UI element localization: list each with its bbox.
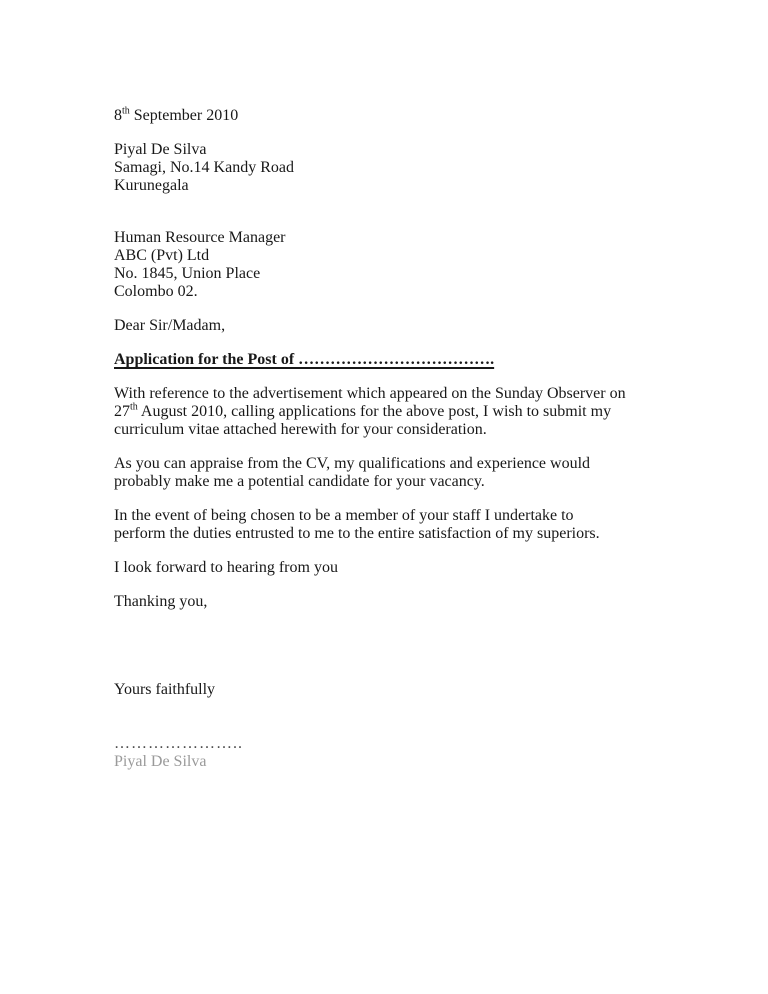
valediction-line: Yours faithfully — [114, 681, 216, 698]
body-paragraph-3: In the event of being chosen to be a member of your staff I undertake to perform the duties entrusted to me to the entire satisfaction of my superiors. — [114, 507, 600, 542]
recipient-title: Human Resource Manager — [114, 229, 286, 246]
sender-address-line2: Kurunegala — [114, 177, 189, 194]
body-paragraph-2: As you can appraise from the CV, my qualifications and experience would probably make me a potential candidate for your vacancy. — [114, 455, 591, 490]
recipient-company: ABC (Pvt) Ltd — [114, 247, 210, 264]
sender-address-line1: Samagi, No.14 Kandy Road — [114, 159, 294, 176]
date-day: 8 — [114, 107, 122, 124]
paragraph1-ordinal: th — [130, 401, 138, 413]
sender-address-block — [114, 141, 628, 195]
salutation: Dear Sir/Madam, — [114, 317, 226, 334]
signature-dotted-line: ………………….. — [114, 735, 243, 752]
signature-name: Piyal De Silva — [114, 753, 207, 770]
subject-text: Application for the Post of ………………………………. — [114, 351, 495, 368]
look-forward-line: I look forward to hearing from you — [114, 559, 338, 576]
recipient-address-line1: No. 1845, Union Place — [114, 265, 261, 282]
date-rest: September 2010 — [129, 107, 239, 124]
subject-line — [114, 351, 628, 369]
date-ordinal: th — [122, 105, 130, 117]
thanking-line: Thanking you, — [114, 593, 208, 610]
recipient-address-block — [114, 229, 628, 301]
recipient-address-line2: Colombo 02. — [114, 283, 198, 300]
sender-name: Piyal De Silva — [114, 141, 207, 158]
paragraph1-before: With reference to the advertisement which appeared on the Sunday Observer on 27 — [114, 385, 626, 420]
paragraph1-after: August 2010, calling applications for the above post, I wish to submit my curriculum vitae attached herewith for your consideration. — [114, 403, 612, 438]
letter-date — [114, 107, 628, 125]
body-paragraph-1 — [114, 385, 628, 439]
